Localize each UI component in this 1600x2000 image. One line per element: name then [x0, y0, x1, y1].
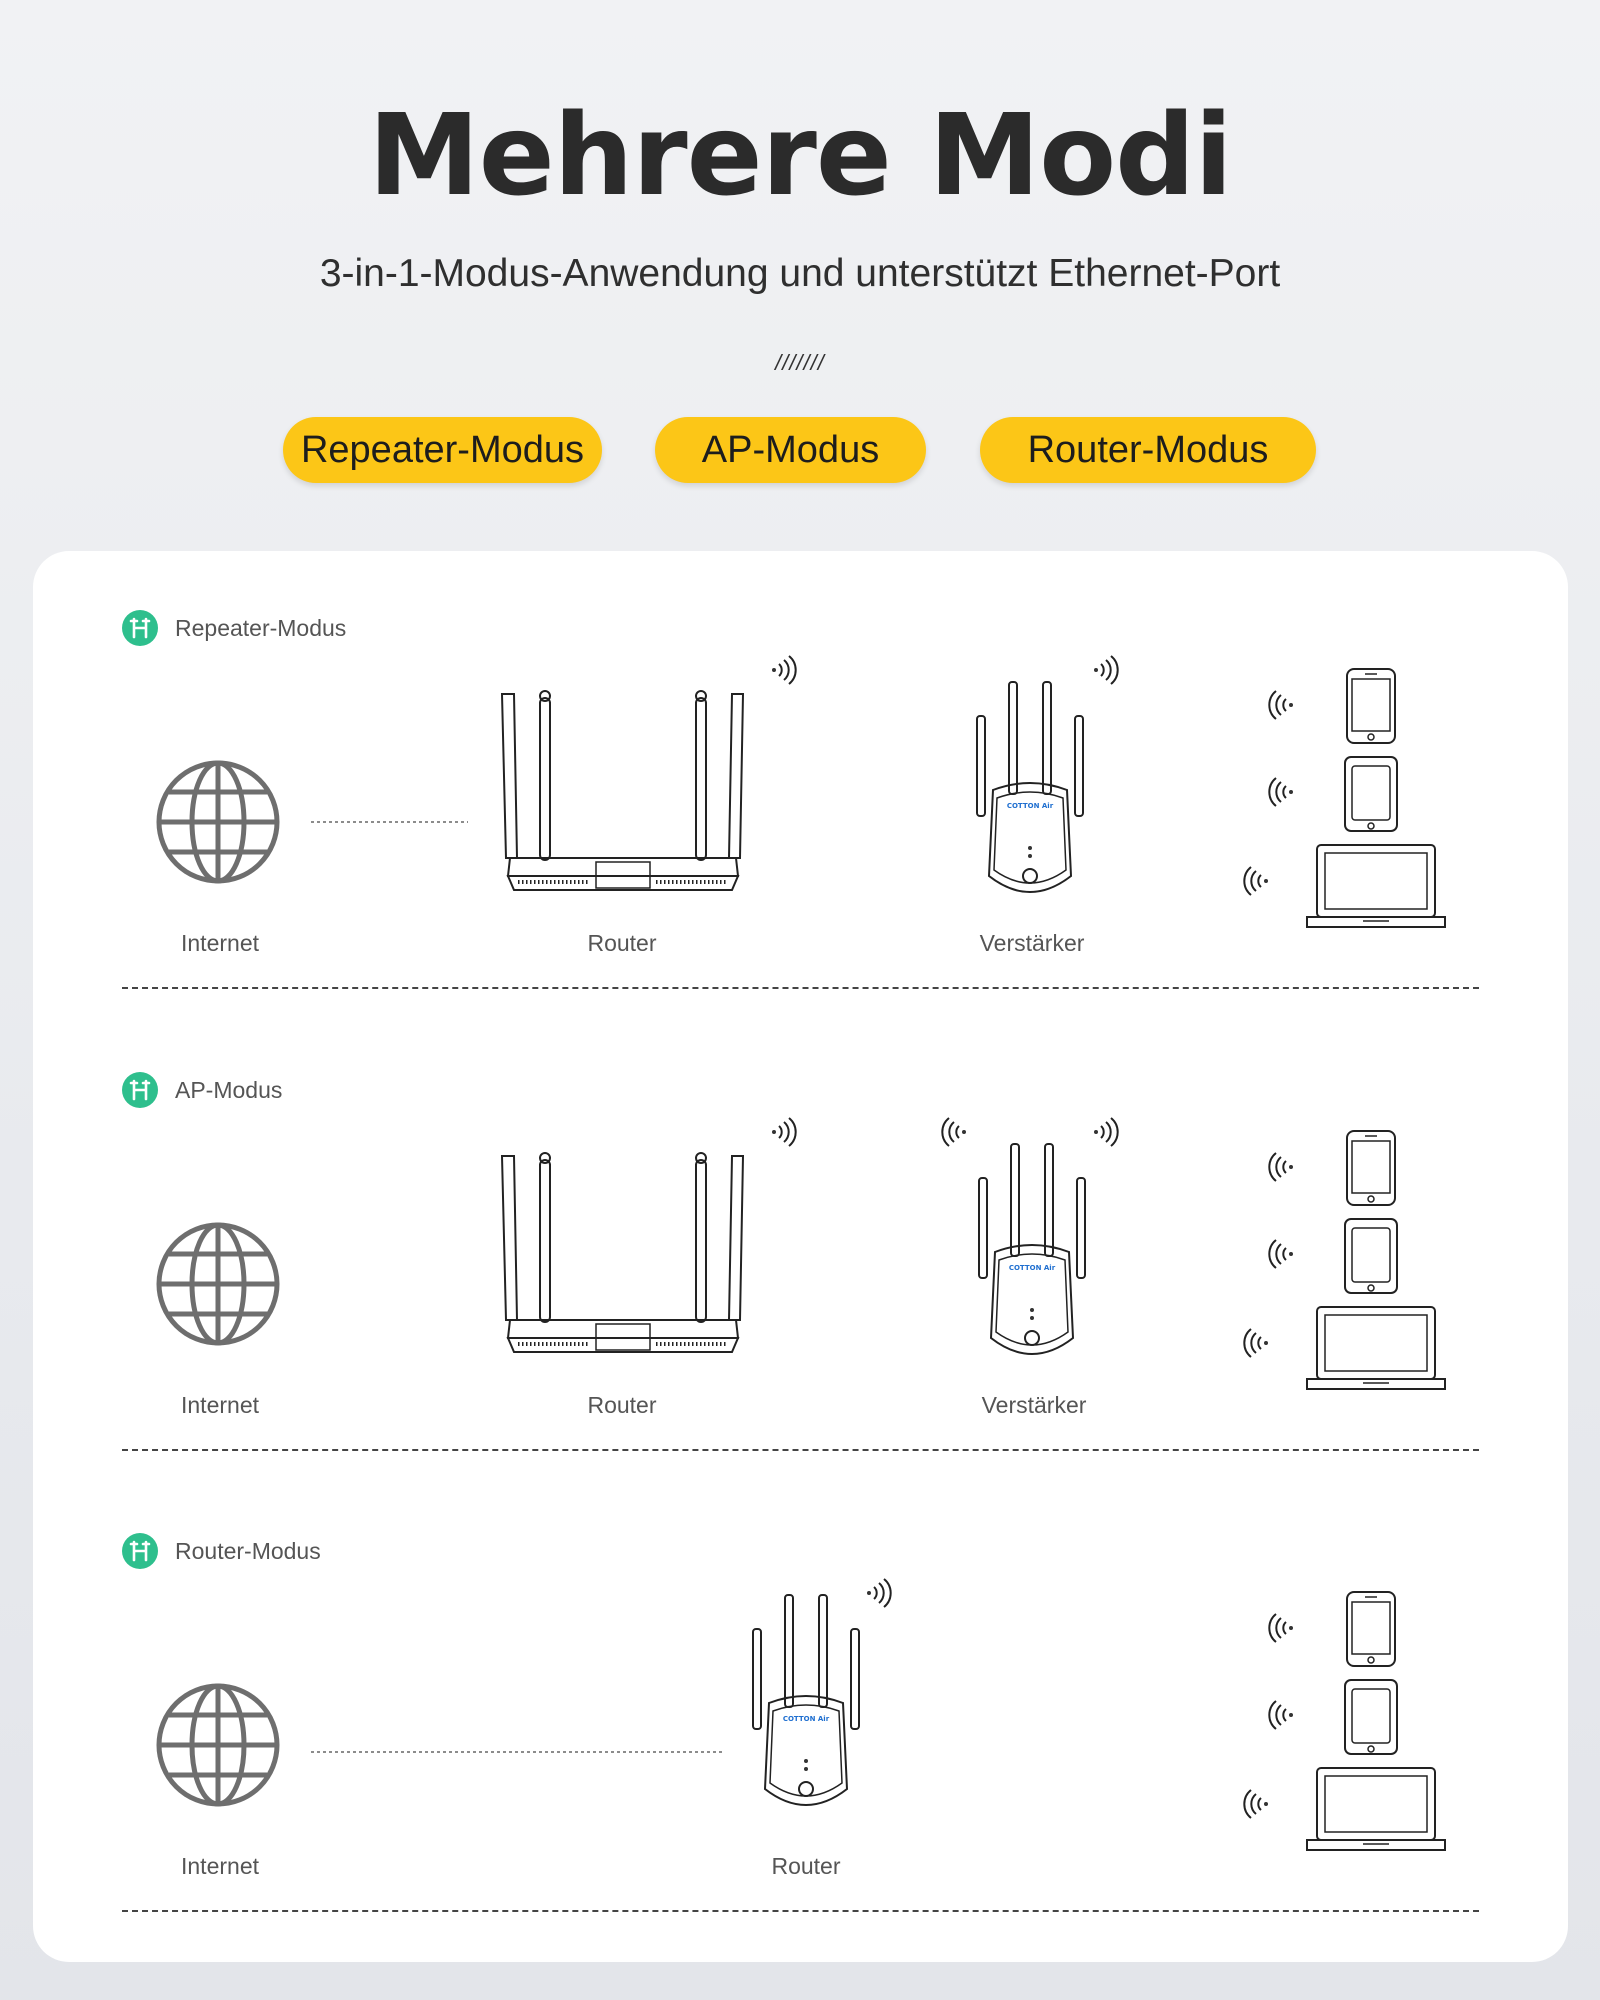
extender-icon: [975, 680, 1085, 905]
extender-brand: COTTON Air: [1006, 802, 1054, 810]
wifi-signal-icon: [1265, 1152, 1295, 1182]
mode-icon: [122, 1533, 158, 1569]
caption-router: Router: [771, 1853, 841, 1879]
page-subtitle: 3-in-1-Modus-Anwendung und unterstützt Ethernet-Port: [319, 252, 1281, 295]
wifi-signal-icon: [1092, 1117, 1122, 1147]
page-title: Mehrere Modi: [368, 91, 1232, 221]
section-separator: [122, 1910, 1479, 1912]
router-icon: [500, 690, 745, 900]
phone-icon: [1345, 667, 1397, 745]
tablet-icon: [1343, 1217, 1399, 1295]
wifi-signal-icon: [938, 1117, 968, 1147]
mode-icon: [122, 1072, 158, 1108]
phone-icon: [1345, 1590, 1397, 1668]
pill-repeater-mode: Repeater-Modus: [283, 417, 602, 483]
wifi-signal-icon: [1265, 777, 1295, 807]
wifi-signal-icon: [1265, 1613, 1295, 1643]
wifi-signal-icon: [1240, 1789, 1270, 1819]
laptop-icon: [1305, 1766, 1447, 1854]
wifi-signal-icon: [1240, 1328, 1270, 1358]
extender-icon: [977, 1142, 1087, 1367]
caption-internet: Internet: [181, 930, 259, 956]
decorative-marks: ///////: [775, 350, 825, 375]
globe-icon: [156, 760, 280, 884]
wifi-signal-icon: [1265, 1700, 1295, 1730]
section-label-router: Router-Modus: [175, 1538, 321, 1564]
section-separator: [122, 987, 1479, 989]
laptop-icon: [1305, 843, 1447, 931]
caption-extender: Verstärker: [981, 1392, 1087, 1418]
caption-router: Router: [587, 930, 657, 956]
wifi-signal-icon: [1240, 866, 1270, 896]
phone-icon: [1345, 1129, 1397, 1207]
connection-line: [311, 1750, 724, 1754]
wifi-signal-icon: [770, 655, 800, 685]
caption-internet: Internet: [181, 1392, 259, 1418]
caption-internet: Internet: [181, 1853, 259, 1879]
wifi-signal-icon: [1265, 690, 1295, 720]
connection-line: [311, 820, 468, 824]
extender-icon: [751, 1593, 861, 1818]
extender-brand: COTTON Air: [1008, 1264, 1056, 1272]
globe-icon: [156, 1222, 280, 1346]
mode-icon: [122, 610, 158, 646]
section-label-ap: AP-Modus: [175, 1077, 283, 1103]
extender-brand: COTTON Air: [782, 1715, 830, 1723]
wifi-signal-icon: [865, 1578, 895, 1608]
caption-extender: Verstärker: [979, 930, 1085, 956]
laptop-icon: [1305, 1305, 1447, 1393]
wifi-signal-icon: [1092, 655, 1122, 685]
tablet-icon: [1343, 1678, 1399, 1756]
pill-ap-mode: AP-Modus: [655, 417, 926, 483]
caption-router: Router: [587, 1392, 657, 1418]
globe-icon: [156, 1683, 280, 1807]
section-separator: [122, 1449, 1479, 1451]
section-label-repeater: Repeater-Modus: [175, 615, 347, 641]
tablet-icon: [1343, 755, 1399, 833]
wifi-signal-icon: [1265, 1239, 1295, 1269]
wifi-signal-icon: [770, 1117, 800, 1147]
router-icon: [500, 1152, 745, 1362]
pill-router-mode: Router-Modus: [980, 417, 1316, 483]
